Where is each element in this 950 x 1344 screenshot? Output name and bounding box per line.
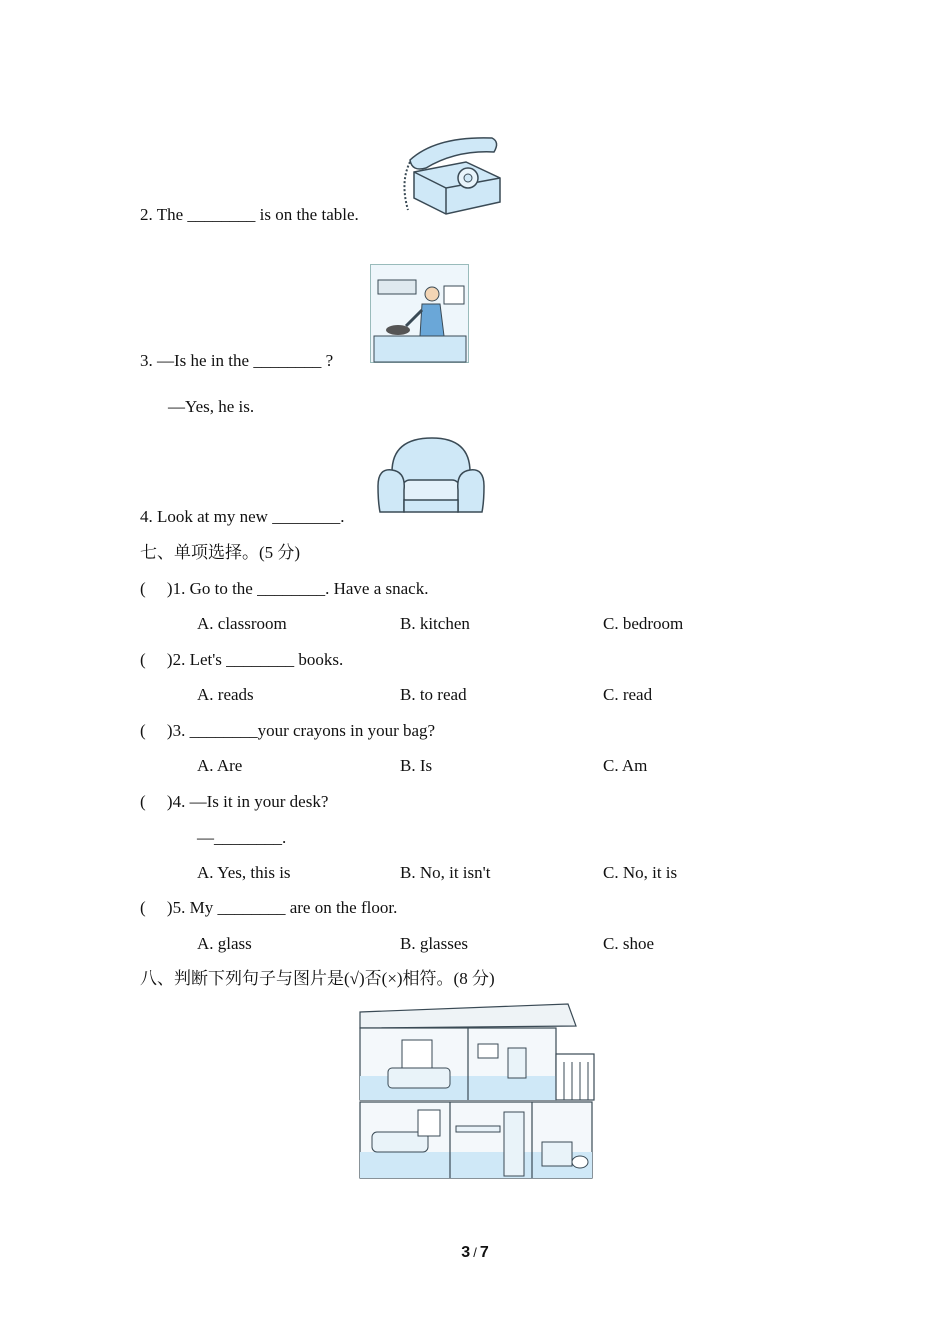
option-1a: A. classroom — [197, 614, 287, 633]
page-number: 3 / 7 — [461, 1244, 489, 1261]
current-page: 3 — [461, 1244, 471, 1261]
section-8-heading: 八、判断下列句子与图片是(√)否(×)相符。(8 分) — [140, 969, 495, 988]
option-1c: C. bedroom — [603, 614, 684, 633]
section-7-heading: 七、单项选择。(5 分) — [140, 543, 301, 562]
option-4b: B. No, it isn't — [400, 863, 491, 882]
mc-question-3: ( )3. ________your crayons in your bag? — [140, 721, 436, 740]
option-4c: C. No, it is — [603, 863, 678, 882]
option-2b: B. to read — [400, 685, 467, 704]
kitchen-cooking-image — [370, 264, 469, 363]
question-3: 3. —Is he in the ________ ? — [140, 351, 334, 370]
option-3b: B. Is — [400, 756, 433, 775]
mc-question-4-sub: —________. — [197, 828, 287, 847]
option-5c: C. shoe — [603, 934, 654, 953]
question-4: 4. Look at my new ________. — [140, 507, 345, 526]
armchair-image — [376, 436, 486, 518]
answer-3: —Yes, he is. — [168, 397, 255, 416]
option-2c: C. read — [603, 685, 653, 704]
house-cutaway-image — [358, 1002, 598, 1182]
option-3a: A. Are — [197, 756, 243, 775]
question-2: 2. The ________ is on the table. — [140, 205, 359, 224]
option-5a: A. glass — [197, 934, 252, 953]
option-1b: B. kitchen — [400, 614, 470, 633]
total-pages: 7 — [479, 1244, 489, 1261]
option-5b: B. glasses — [400, 934, 468, 953]
mc-question-1: ( )1. Go to the ________. Have a snack. — [140, 579, 429, 598]
option-2a: A. reads — [197, 685, 254, 704]
option-3c: C. Am — [603, 756, 648, 775]
mc-question-2: ( )2. Let's ________ books. — [140, 650, 344, 669]
mc-question-4: ( )4. —Is it in your desk? — [140, 792, 329, 811]
option-4a: A. Yes, this is — [197, 863, 291, 882]
mc-question-5: ( )5. My ________ are on the floor. — [140, 898, 398, 917]
telephone-image — [396, 132, 502, 216]
